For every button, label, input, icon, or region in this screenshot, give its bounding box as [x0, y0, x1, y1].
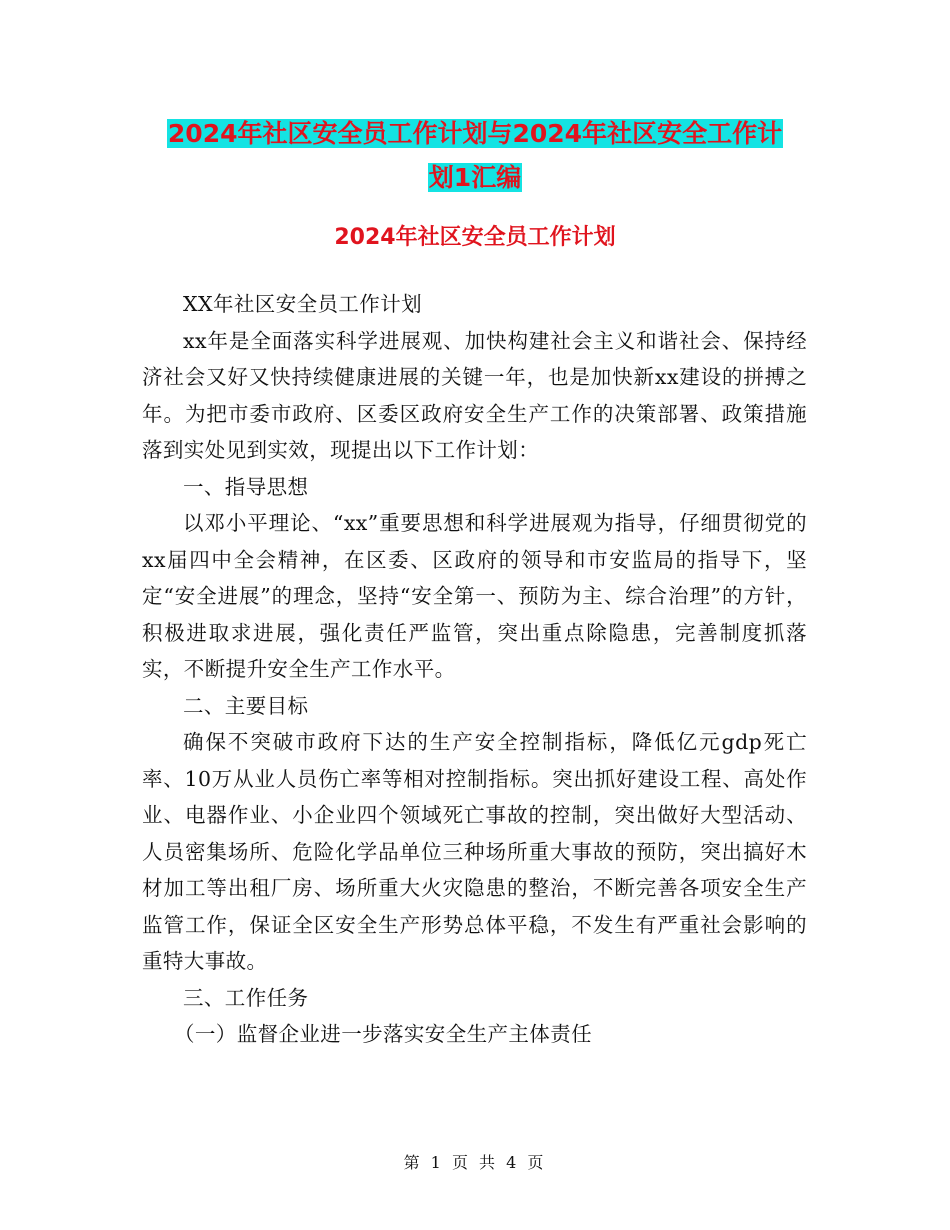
title-line-2: 划1汇编: [428, 163, 522, 192]
title-line-1: 2024年社区安全员工作计划与2024年社区安全工作计: [167, 119, 783, 148]
paragraph-guiding-ideology: 以邓小平理论、“xx”重要思想和科学进展观为指导，仔细贯彻党的xx届四中全会精神，在区委、区政府的领导和市安监局的指导下，坚定“安全进展”的理念，坚持“安全第一、预防为主、综合治理”的方针，积极进取求进展，强化责任严监管，突出重点除隐患，完善制度抓落实，不断提升安全生产工作水平。: [142, 511, 807, 681]
document-body: [142, 286, 807, 1053]
heading-guiding-ideology: 一、指导思想: [183, 474, 309, 499]
paragraph-main-goals: 确保不突破市政府下达的生产安全控制指标，降低亿元gdp死亡率、10万从业人员伤亡率等相对控制指标。突出抓好建设工程、高处作业、电器作业、小企业四个领域死亡事故的控制，突出做好大型活动、人员密集场所、危险化学品单位三种场所重大事故的预防，突出搞好木材加工等出租厂房、场所重大火灾隐患的整治，不断完善各项安全生产监管工作，保证全区安全生产形势总体平稳，不发生有严重社会影响的重特大事故。: [142, 730, 807, 973]
document-title: [140, 112, 810, 200]
heading-work-tasks: 三、工作任务: [183, 985, 309, 1010]
paragraph-plan-name: XX年社区安全员工作计划: [183, 292, 422, 316]
paragraph-intro: xx年是全面落实科学进展观、加快构建社会主义和谐社会、保持经济社会又好又快持续健康进展的关键一年，也是加快新xx建设的拼搏之年。为把市委市政府、区委区政府安全生产工作的决策部署、政策措施落到实处见到实效，现提出以下工作计划：: [142, 328, 807, 462]
heading-main-goals: 二、主要目标: [183, 693, 309, 718]
section-title: 2024年社区安全员工作计划: [334, 225, 616, 250]
subheading-task-1: （一）监督企业进一步落实安全生产主体责任: [174, 1022, 592, 1046]
page-number: 第 1 页 共 4 页: [403, 1153, 547, 1172]
